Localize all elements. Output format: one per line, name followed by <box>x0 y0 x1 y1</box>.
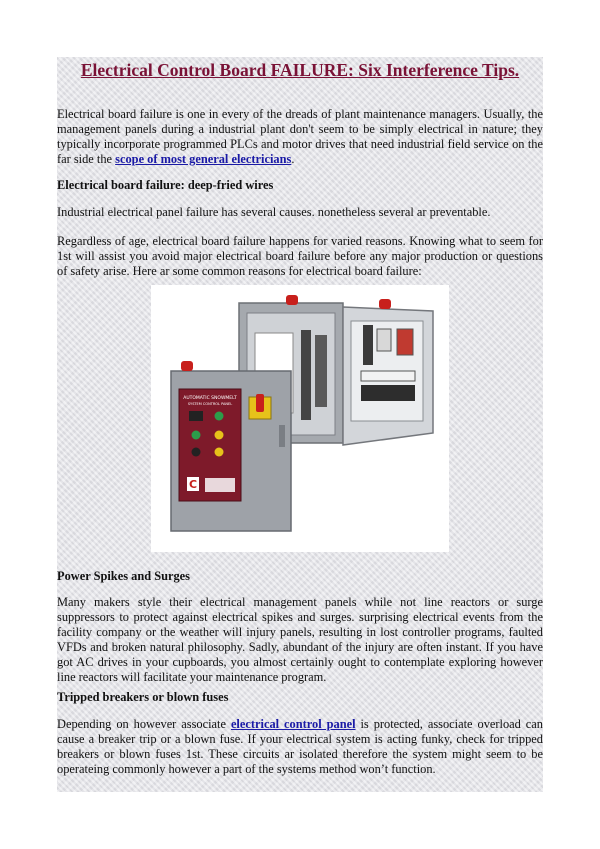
causes-paragraph: Industrial electrical panel failure has several causes. nonetheless several ar preventable. <box>57 205 491 219</box>
intro-text: Electrical board failure is one in every of the dreads of plant maintenance managers. Usually, the management panels during a industrial plant don't seem to be simply electrical in nature; they typically incorporate programmed PLCs and motor drives that need industrial field service on the far side the <box>57 107 543 166</box>
reasons-paragraph: Regardless of age, electrical board failure happens for varied reasons. Knowing what to seem for 1st will assist you avoid major electrical board failure before any major production or questions of safety arise. Here ar some common reasons for electrical board failure: <box>57 234 543 278</box>
heading-tripped-breakers: Tripped breakers or blown fuses <box>57 690 229 704</box>
panel-title-label: AUTOMATIC SNOWMELT <box>183 396 237 401</box>
control-panel-photo <box>151 285 449 552</box>
page-title: Electrical Control Board FAILURE: Six Interference Tips. <box>80 60 520 80</box>
heading-deep-fried-wires: Electrical board failure: deep-fried wires <box>57 178 274 192</box>
electrical-control-panel-link[interactable]: electrical control panel <box>230 717 356 731</box>
panel-logo: C <box>188 478 198 491</box>
control-panel-illustration <box>151 285 449 552</box>
breakers-paragraph <box>57 717 543 777</box>
heading-power-spikes: Power Spikes and Surges <box>57 569 190 583</box>
intro-text-end: . <box>291 152 295 166</box>
panel-subtitle-label: SYSTEM CONTROL PANEL <box>187 402 233 406</box>
document-page <box>57 57 543 792</box>
general-electricians-link[interactable]: scope of most general electricians <box>115 152 292 166</box>
breakers-text: Depending on however associate <box>57 717 231 731</box>
intro-paragraph <box>57 107 543 167</box>
power-spikes-paragraph: Many makers style their electrical management panels while not line reactors or surge suppressors to protect against electrical spikes and surges. surprising electrical events from the facility company or the weather will injury panels, resulting in lost controller programs, faulted VFDs and broken natural philosophy. Sadly, abundant of the injury are often instant. If you have got AC drives in your cupboards, you almost certainly ought to contemplate exploring however line reactors will facilitate your maintenance program. <box>57 595 543 684</box>
breakers-text-end: is protected, associate overload can cause a breaker trip or a blown fuse. If your electrical system is acting funky, check for tripped breakers or blown fuses 1st. These circuits ar isolated therefore the system might seem to be operateing commonly however a part of the systems method won’t function. <box>57 717 543 776</box>
